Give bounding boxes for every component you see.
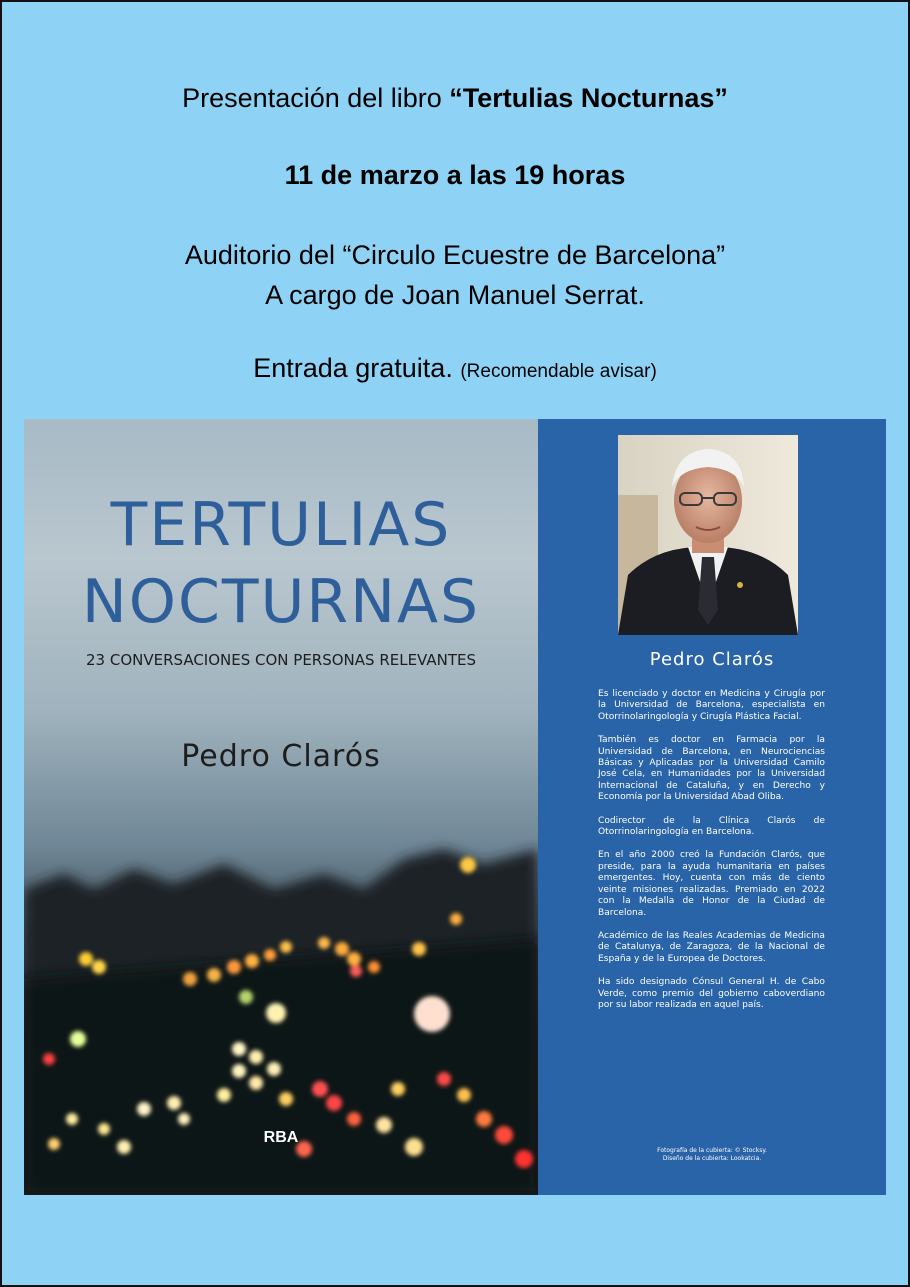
author-portrait-image [618,435,798,635]
cover-title-line1: TERTULIAS [110,490,452,560]
event-date-time: 11 de marzo a las 19 horas [284,160,626,190]
event-title-prefix: Presentación del libro [182,83,450,113]
bio-paragraph: Ha sido designado Cónsul General H. de Cabo Verde, como premio del gobierno caboverdiano por su labor realizada en aquel país. [598,977,825,1010]
bio-paragraph: Es licenciado y doctor en Medicina y Cirugía por la Universidad de Barcelona, especialista en Otorrinolaringología y Cirugía Plástica Facial. [598,689,825,722]
cover-credits [538,1147,886,1163]
event-entry-note: (Recomendable avisar) [460,361,657,382]
bio-paragraph: También es doctor en Farmacia por la Universidad de Barcelona, en Neurociencias Básicas y Aplicadas por la Universidad Camilo José Cela, en Humanidades por la Universidad Internacional de Cataluña, y en Derecho y Economía por la Universidad Abad Oliba. [598,735,825,803]
author-photo [618,435,798,635]
book-front-cover [24,419,538,1195]
event-venue-block [0,235,910,315]
event-title-book: “Tertulias Nocturnas” [449,83,728,113]
cover-author: Pedro Clarós [181,739,381,774]
event-host: A cargo de Joan Manuel Serrat. [265,280,645,310]
book-cover-spread [24,419,886,1195]
credit-design: Diseño de la cubierta: Lookatcia. [662,1155,762,1162]
event-entry [0,350,910,390]
credit-photo: Fotografía de la cubierta: © Stocksy. [657,1147,767,1154]
event-title [0,80,910,116]
author-bio [598,689,825,1023]
publisher-logo: RBA [263,1129,299,1146]
back-author-name: Pedro Clarós [649,649,775,670]
bio-paragraph: Codirector de la Clínica Clarós de Otorrinolaringología en Barcelona. [598,815,825,838]
event-venue: Auditorio del “Circulo Ecuestre de Barcelona” [184,240,726,270]
event-entry-text: Entrada gratuita. [253,353,453,383]
book-back-cover [538,419,886,1195]
cover-title-line2: NOCTURNAS [81,567,481,637]
bio-paragraph: Académico de las Reales Academias de Medicina de Catalunya, de Zaragoza, de la Nacional de España y de la Europea de Doctores. [598,930,825,964]
bio-paragraph: En el año 2000 creó la Fundación Clarós, que preside, para la ayuda humanitaria en países emergentes. Hoy, cuenta con más de ciento veinte misiones realizadas. Premiado en 2022 con la Medalla de Honor de la Ciudad de Barcelona. [598,850,825,918]
cover-subtitle: 23 CONVERSACIONES CON PERSONAS RELEVANTES [86,651,476,669]
